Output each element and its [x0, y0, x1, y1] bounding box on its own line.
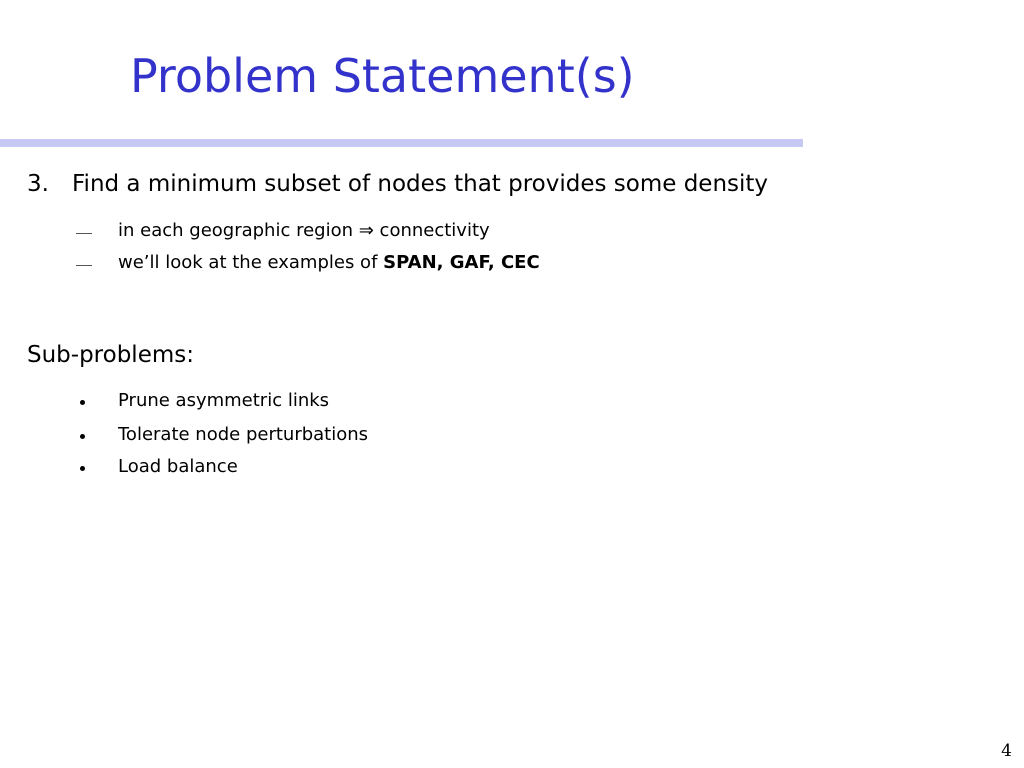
sub-point-1-text — [118, 219, 490, 243]
sub-point-2-text-before: we’ll look at the examples of — [118, 252, 384, 273]
subproblem-text: Load balance — [118, 456, 238, 477]
subproblem-text: Prune asymmetric links — [118, 390, 330, 411]
bullet-icon — [80, 434, 85, 439]
subproblem-text: Tolerate node perturbations — [118, 424, 369, 445]
dash-marker — [76, 233, 92, 234]
bullet-icon — [80, 400, 85, 405]
bullet-icon — [80, 466, 85, 471]
sub-point-2-text — [118, 251, 540, 275]
item-text: Find a minimum subset of nodes that provides some density — [72, 171, 769, 197]
sub-point-1-text-after: connectivity — [373, 220, 490, 241]
numbered-item — [27, 168, 768, 200]
implies-symbol: ⇒ — [358, 220, 374, 241]
dash-marker — [76, 265, 92, 266]
title-divider — [0, 139, 803, 147]
slide-title: Problem Statement(s) — [130, 49, 635, 103]
sub-point-1-text-before: in each geographic region — [118, 220, 359, 241]
page-number: 4 — [1001, 741, 1012, 761]
subproblems-heading: Sub-problems: — [27, 342, 194, 368]
item-number: 3. — [27, 171, 49, 197]
examples-list: SPAN, GAF, CEC — [383, 252, 540, 273]
